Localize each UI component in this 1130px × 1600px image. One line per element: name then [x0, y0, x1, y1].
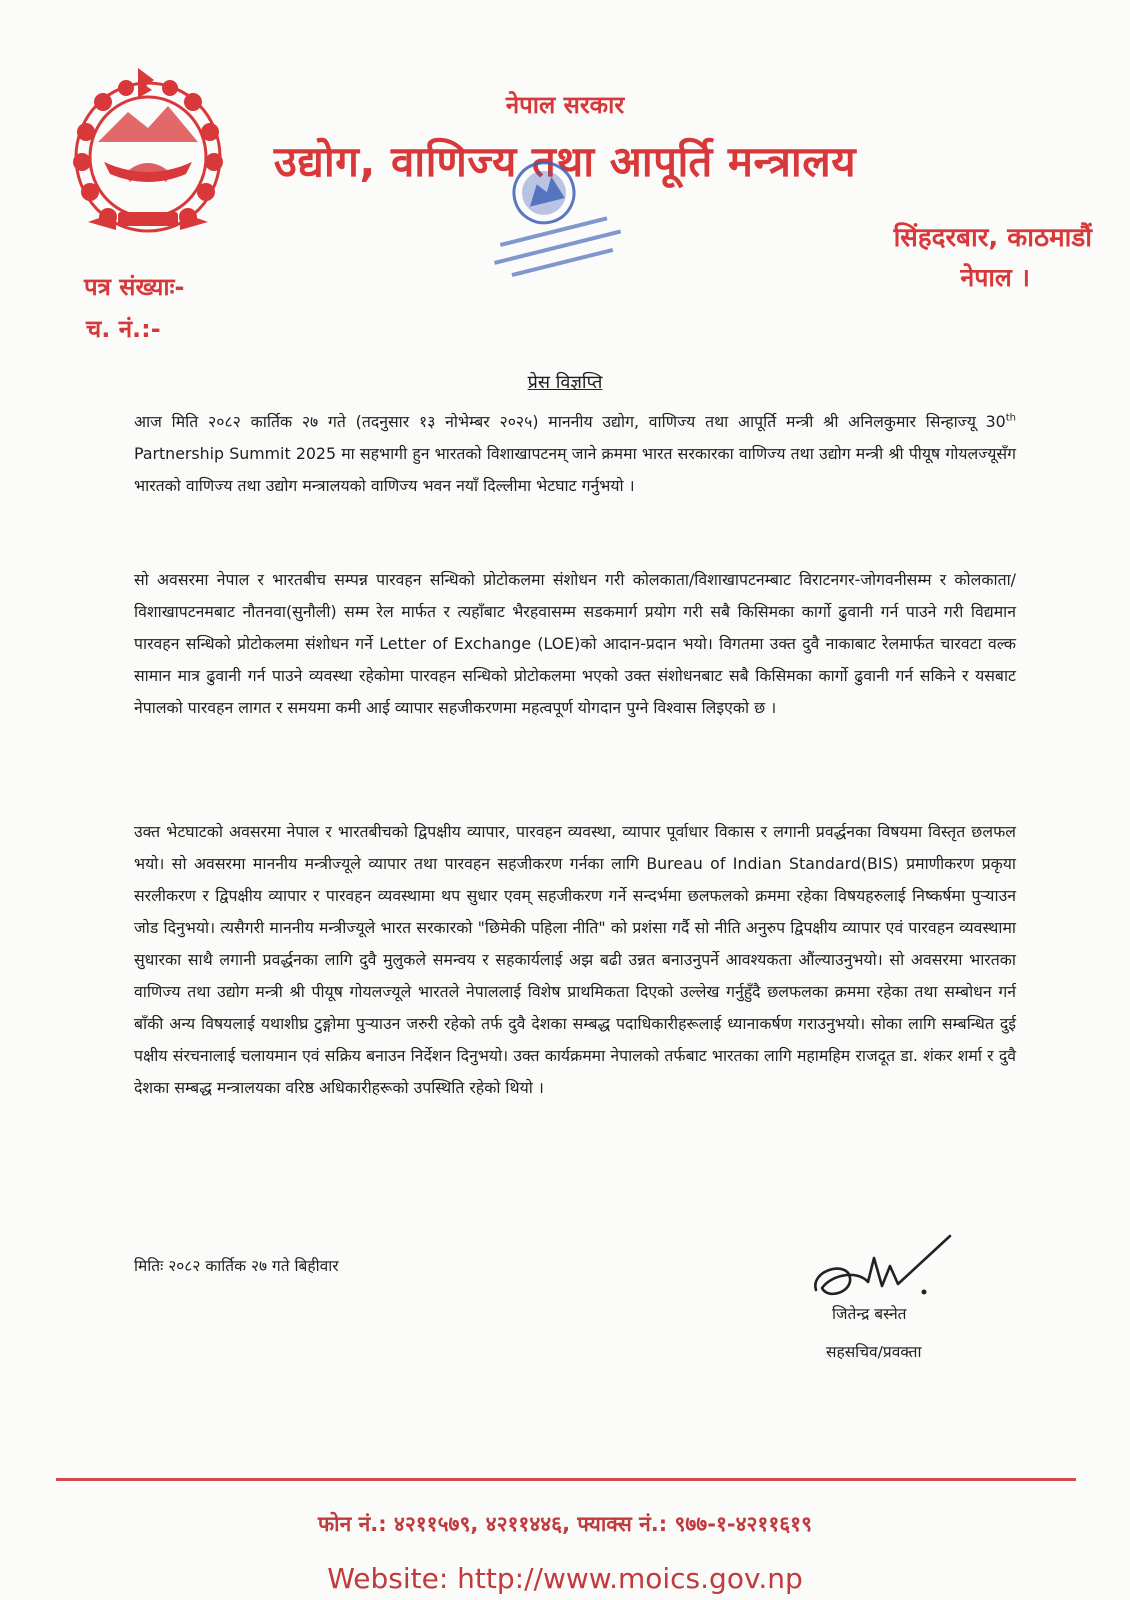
ministry-name: उद्योग, वाणिज्य तथा आपूर्ति मन्त्रालय: [273, 137, 857, 186]
issue-date: मितिः २०८२ कार्तिक २७ गते बिहीवार: [134, 1257, 339, 1275]
footer-phone-fax: फोन नं.: ४२११५७९, ४२११४४६, फ्याक्स नं.: ९७७-१-४२११६१९: [317, 1512, 813, 1536]
signatory-name: जितेन्द्र बस्नेत: [832, 1305, 907, 1323]
press-release-title: प्रेस विज्ञप्ति: [527, 372, 603, 393]
p1-text-after: Partnership Summit 2025 मा सहभागी हुन भारतको विशाखापटनम् जाने क्रममा भारत सरकारका वाणिज्य तथा उद्योग मन्त्री श्री पीयूष गोयलज्यूसँग भारतको वाणिज्य तथा उद्योग मन्त्रालयको वाणिज्य भवन नयाँ दिल्लीमा भेटघाट गर्नुभयो ।: [134, 444, 1016, 495]
ministry-stamp-icon: [476, 146, 626, 296]
dispatch-number-label: च. नं.:-: [86, 315, 161, 343]
signatory-designation: सहसचिव/प्रवक्ता: [826, 1343, 922, 1361]
p1-text-before: आज मिति २०८२ कार्तिक २७ गते (तदनुसार १३ नोभेम्बर २०२५) माननीय उद्योग, वाणिज्य तथा आपूर्ति मन्त्री श्री अनिलकुमार सिन्हाज्यू 30: [134, 412, 1006, 431]
body-paragraph-2: सो अवसरमा नेपाल र भारतबीच सम्पन्न पारवहन सन्धिको प्रोटोकलमा संशोधन गरी कोलकाता/विशाखापटनम्बाट विराटनगर-जोगवनीसम्म र कोलकाता/विशाखापटनमबाट नौतनवा(सुनौली) सम्म रेल मार्फत र त्यहाँबाट भैरहवासम्म सडकमार्ग प्रयोग गरी सबै किसिमका कार्गो ढुवानी गर्न पाउने गरी विद्यमान पारवहन सन्धिको प्रोटोकलमा संशोधन गर्ने Letter of Exchange (LOE)को आदान-प्रदान भयो। विगतमा उक्त दुवै नाकाबाट रेलमार्फत चारवटा वल्क सामान मात्र ढुवानी गर्न पाउने व्यवस्था रहेकोमा पारवहन सन्धिको प्रोटोकलमा भएको उक्त संशोधनबाट सबै किसिमका कार्गो ढुवानी गर्न सकिने र यसबाट नेपालको पारवहन लागत र समयमा कमी आई व्यापार सहजीकरणमा महत्वपूर्ण योगदान पुग्ने विश्वास लिइएको छ ।: [134, 570, 1016, 717]
footer-website[interactable]: Website: http://www.moics.gov.np: [327, 1562, 803, 1595]
p1-superscript: th: [1005, 412, 1016, 424]
letter-number-label: पत्र संख्याः-: [84, 273, 185, 301]
footer-divider: [56, 1478, 1076, 1481]
address-line-2: नेपाल ।: [960, 263, 1030, 292]
body-paragraph-1: [134, 406, 1016, 502]
body-paragraph-3: उक्त भेटघाटको अवसरमा नेपाल र भारतबीचको द्विपक्षीय व्यापार, पारवहन व्यवस्था, व्यापार पूर्वाधार विकास र लगानी प्रवर्द्धनका विषयमा विस्तृत छलफल भयो। सो अवसरमा माननीय मन्त्रीज्यूले व्यापार तथा पारवहन सहजीकरण गर्नका लागि Bureau of Indian Standard(BIS) प्रमाणीकरण प्रकृया सरलीकरण र द्विपक्षीय व्यापार र पारवहन व्यवस्थामा थप सुधार एवम् सहजीकरण गर्ने सन्दर्भमा छलफलको क्रममा रहेका विषयहरुलाई निष्कर्षमा पुऱ्याउन जोड दिनुभयो। त्यसैगरी माननीय मन्त्रीज्यूले भारत सरकारको "छिमेकी पहिला नीति" को प्रशंसा गर्दै सो नीति अनुरुप द्विपक्षीय व्यापार एवं पारवहन व्यवस्थामा सुधारका साथै लगानी प्रवर्द्धनका लागि दुवै मुलुकले समन्वय र सहकार्यलाई अझ बढी उन्नत बनाउनुपर्ने आवश्यकता औंल्याउनुभयो। सो अवसरमा भारतका वाणिज्य तथा उद्योग मन्त्री श्री पीयूष गोयलज्यूले भारतले नेपाललाई विशेष प्राथमिकता दिएको उल्लेख गर्नुहुँदै छलफलका क्रममा रहेका तथा सम्बोधन गर्न बाँकी अन्य विषयलाई यथाशीघ्र टुङ्गोमा पुऱ्याउन जरुरी रहेको तर्फ दुवै देशका सम्बद्ध पदाधिकारीहरूलाई ध्यानाकर्षण गराउनुभयो। सोका लागि सम्बन्धित दुई पक्षीय संरचनालाई चलायमान एवं सक्रिय बनाउन निर्देशन दिनुभयो। उक्त कार्यक्रममा नेपालको तर्फबाट भारतका लागि महामहिम राजदूत डा. शंकर शर्मा र दुवै देशका सम्बद्ध मन्त्रालयका वरिष्ठ अधिकारीहरूको उपस्थिति रहेको थियो ।: [134, 822, 1016, 1097]
address-line-1: सिंहदरबार, काठमाडौं: [893, 223, 1092, 253]
government-name: नेपाल सरकार: [505, 91, 625, 119]
